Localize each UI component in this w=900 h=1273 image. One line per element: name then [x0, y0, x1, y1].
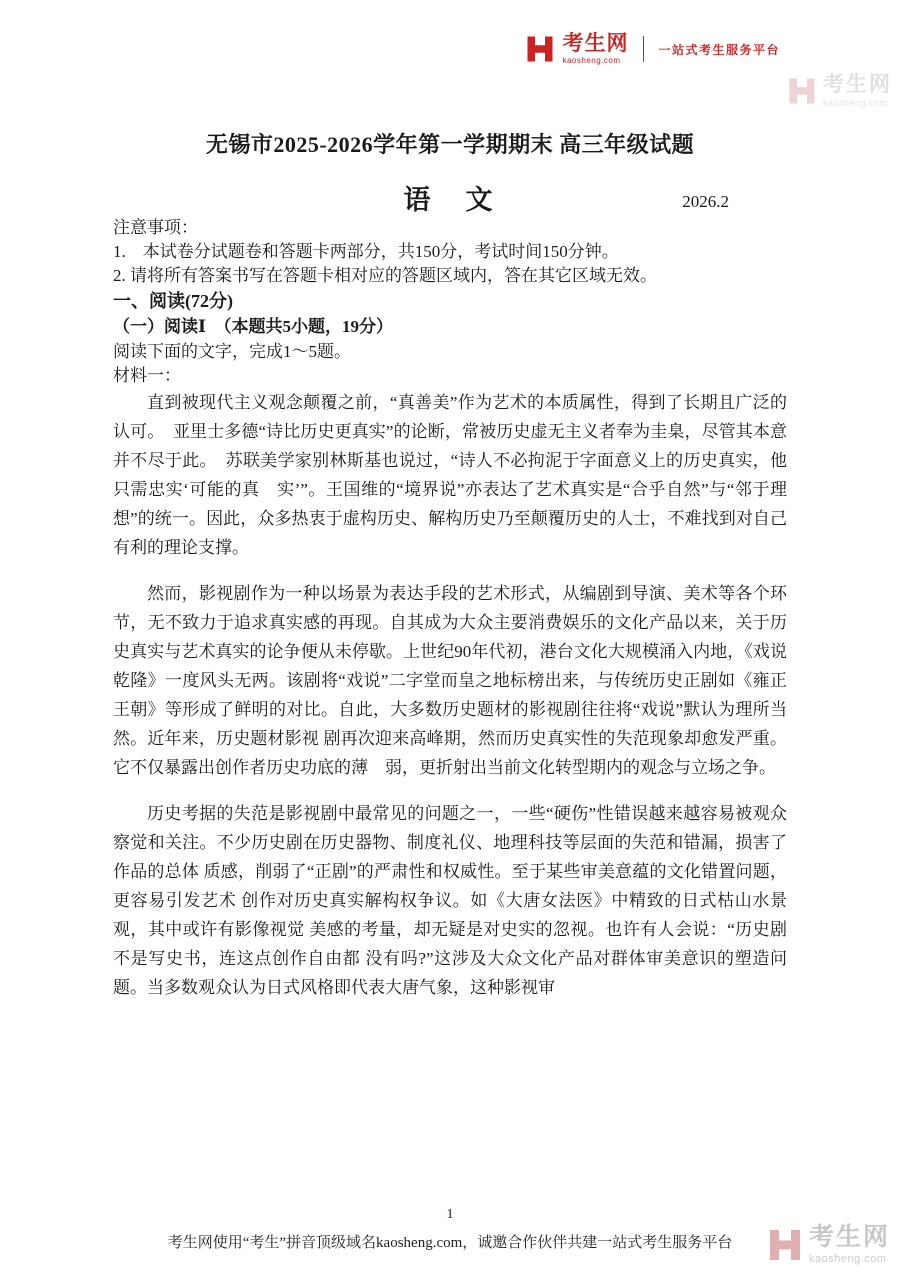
watermark-top-icon: [787, 76, 817, 106]
paragraph-2: 然而，影视剧作为一种以场景为表达手段的艺术形式，从编剧到导演、美术等各个环节，无不致力于追求真实感的再现。自其成为大众主要消费娱乐的文化产品以来，关于历史真实与艺术真实的论争便从未停歇。上世纪90年代初，港台文化大规模涌入内地，《戏说乾隆》一度风头无两。该剧将“戏说”二字堂而皇之地标榜出来，与传统历史正剧如《雍正王朝》等形成了鲜明的对比。自此，大多数历史题材的影视剧往往将“戏说”默认为理所当然。近年来，历史题材影视 剧再次迎来高峰期，然而历史真实性的失范现象却愈发严重。它不仅暴露出创作者历史功底的薄 弱，更折射出当前文化转型期内的观念与立场之争。: [113, 584, 787, 777]
logo-divider: [643, 36, 644, 62]
watermark-top-text: [823, 74, 892, 108]
kaosheng-logo-icon: [525, 34, 555, 64]
notice-item-2: 2. 请将所有答案书写在答题卡相对应的答题区域内，答在其它区域无效。: [113, 266, 657, 285]
watermark-bottom-name: 考生网: [808, 1223, 890, 1251]
exam-title: 无锡市2025-2026学年第一学期期末 高三年级试题: [205, 132, 695, 157]
watermark-bottom-text: [809, 1225, 890, 1265]
kaosheng-logo-text: [562, 33, 628, 65]
subsection-heading-reading-1: （一）阅读Ⅰ （本题共5小题，19分）: [113, 317, 393, 336]
footer-text: 考生网使用“考生”拼音顶级域名kaosheng.com，诚邀合作伙伴共建一站式考生服务平台: [167, 1235, 733, 1251]
watermark-bottom: [767, 1225, 890, 1265]
watermark-top-domain: kaosheng.com: [823, 98, 888, 108]
brand-name: 考生网: [562, 32, 629, 55]
section-heading-reading: 一、阅读(72分): [113, 291, 233, 311]
material-label: 材料一：: [113, 366, 181, 385]
subject-title: 语 文: [403, 185, 497, 215]
watermark-top-name: 考生网: [823, 73, 892, 96]
subject-row: [113, 178, 787, 216]
reading-instruction: 阅读下面的文字，完成1～5题。: [113, 342, 351, 361]
kaosheng-logo: [525, 33, 780, 65]
notice-item-1: 1. 本试卷分试题卷和答题卡两部分，共150分，考试时间150分钟。: [113, 242, 619, 261]
page-number: 1: [446, 1207, 454, 1222]
brand-domain: kaosheng.com: [562, 56, 621, 65]
notice-heading: 注意事项：: [113, 218, 198, 237]
exam-date: 2026.2: [682, 192, 729, 211]
watermark-bottom-icon: [767, 1227, 803, 1263]
watermark-bottom-domain: kaosheng.com: [808, 1253, 887, 1265]
brand-tagline: 一站式考生服务平台: [658, 42, 780, 57]
watermark-top: [787, 74, 892, 108]
paragraph-1: 直到被现代主义观念颠覆之前，“真善美”作为艺术的本质属性，得到了长期且广泛的认可。 亚里士多德“诗比历史更真实”的论断，常被历史虚无主义者奉为圭臬，尽管其本意并不尽于此。 苏联美学家别林斯基也说过，“诗人不必拘泥于字面意义上的历史真实，他只需忠实‘可能的真 实’”。王国维的“境界说”亦表达了艺术真实是“合乎自然”与“邻于理想”的统一。因此，众多热衷于虚构历史、解构历史乃至颠覆历史的人士，不难找到对自己有利的理论支撑。: [113, 393, 787, 557]
paragraph-3: 历史考据的失范是影视剧中最常见的问题之一，一些“硬伤”性错误越来越容易被观众察觉和关注。不少历史剧在历史器物、制度礼仪、地理科技等层面的失范和错漏，损害了作品的总体 质感，削弱了“正剧”的严肃性和权威性。至于某些审美意蕴的文化错置问题，更容易引发艺术 创作对历史真实解构权争议。如《大唐女法医》中精致的日式枯山水景观，其中或许有影像视觉 美感的考量，却无疑是对史实的忽视。也许有人会说：“历史剧不是写史书，连这点创作自由都 没有吗?”这涉及大众文化产品对群体审美意识的塑造问题。当多数观众认为日式风格即代表大唐气象，这种影视审: [113, 804, 787, 997]
